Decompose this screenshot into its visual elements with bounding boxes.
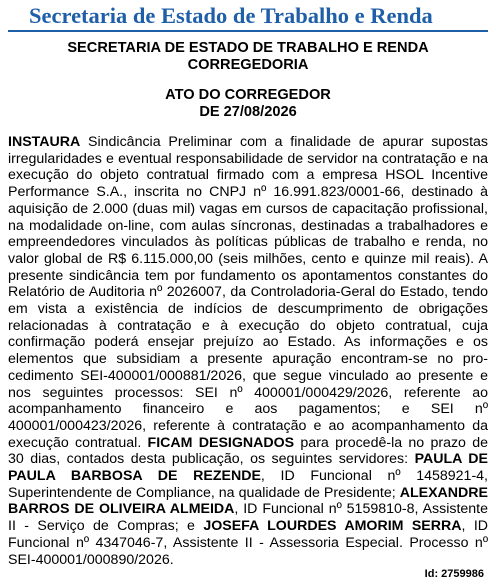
issuer-line-1: SECRETARIA DE ESTADO DE TRABALHO E RENDA [67, 40, 429, 56]
act-title-line-1: ATO DO CORREGEDOR [165, 87, 331, 103]
masthead-title: Secretaria de Estado de Trabalho e Renda [29, 3, 433, 28]
issuer-line-2: CORREGEDORIA [187, 57, 309, 73]
publication-id: Id: 2759986 [424, 568, 484, 580]
masthead-rule [8, 30, 488, 32]
act-body-part-4: , ID Funcional nº 5159810-8, Assistente II - Serviço de Compras; e [8, 501, 489, 535]
act-body-part-2: para procedê-la no prazo de 30 dias, contados desta publicação, os seguintes servidores: [8, 434, 489, 468]
act-body [8, 134, 488, 568]
act-body-part-3: , ID Funcional nº 1458921-4, Superintendente de Compliance, na qualidade de Presidente; [8, 468, 488, 501]
designee-name-2: ALEXANDRE BARROS DE OLIVEIRA ALMEIDA [8, 484, 488, 518]
act-body-part-5: , ID Funcional nº 4347046-7, Assistente II - Assessoria Especial. Processo nº SEI-400001/000890/2026. [8, 518, 489, 568]
act-body-part-1: Sindicância Preliminar com a finalidade de apurar supostas irregularidades e eventual responsabilidade de servidor na contratação e na execução do objeto contratual firmado com a empresa HSOL Incentive Performance S.A., inscrita no CNPJ nº 16.991.823/0001-66, destinado à aquisição de 2.000 (duas mil) vagas em cursos de capacitação profissional, na modalidade on-line, com aulas síncronas, destinadas a trabalhadores e empreendedores vinculados às políticas públicas de trabalho e renda, no valor global de R$ 6.115.000,00 (seis milhões, cento e quinze mil reais). A presente sindicância tem por fundamento os apontamentos constantes do Relatório de Auditoria nº 2026007, da Controladoria-Geral do Estado, tendo em vista a existência de indícios de descumprimento de obrigações relacionadas à contratação e à execução do objeto contratual, cuja confirmação poderá ensejar prejuízo ao Estado. As informações e os elementos que subsidiam a presente apuração encontram-se no procedimento SEI-400001/000881/2026, que segue vinculado ao presente e nos seguintes processos: SEI nº 400001/000429/2026, referente ao acompanhamento financeiro e aos pagamentos; e SEI nº 400001/000423/2026, referente à contratação e ao acompanhamento da execução contratual. [8, 134, 488, 451]
issuer-header [8, 40, 488, 74]
designee-name-3: JOSEFA LOURDES AMORIM SERRA [203, 518, 462, 535]
act-title [8, 87, 488, 121]
designee-name-1: PAULA DE PAULA BARBOSA DE REZENDE [8, 451, 489, 485]
act-date-line: DE 27/08/2026 [199, 104, 297, 120]
act-designados: FICAM DESIGNADOS [147, 434, 295, 451]
act-lead-word: INSTAURA [8, 134, 81, 150]
